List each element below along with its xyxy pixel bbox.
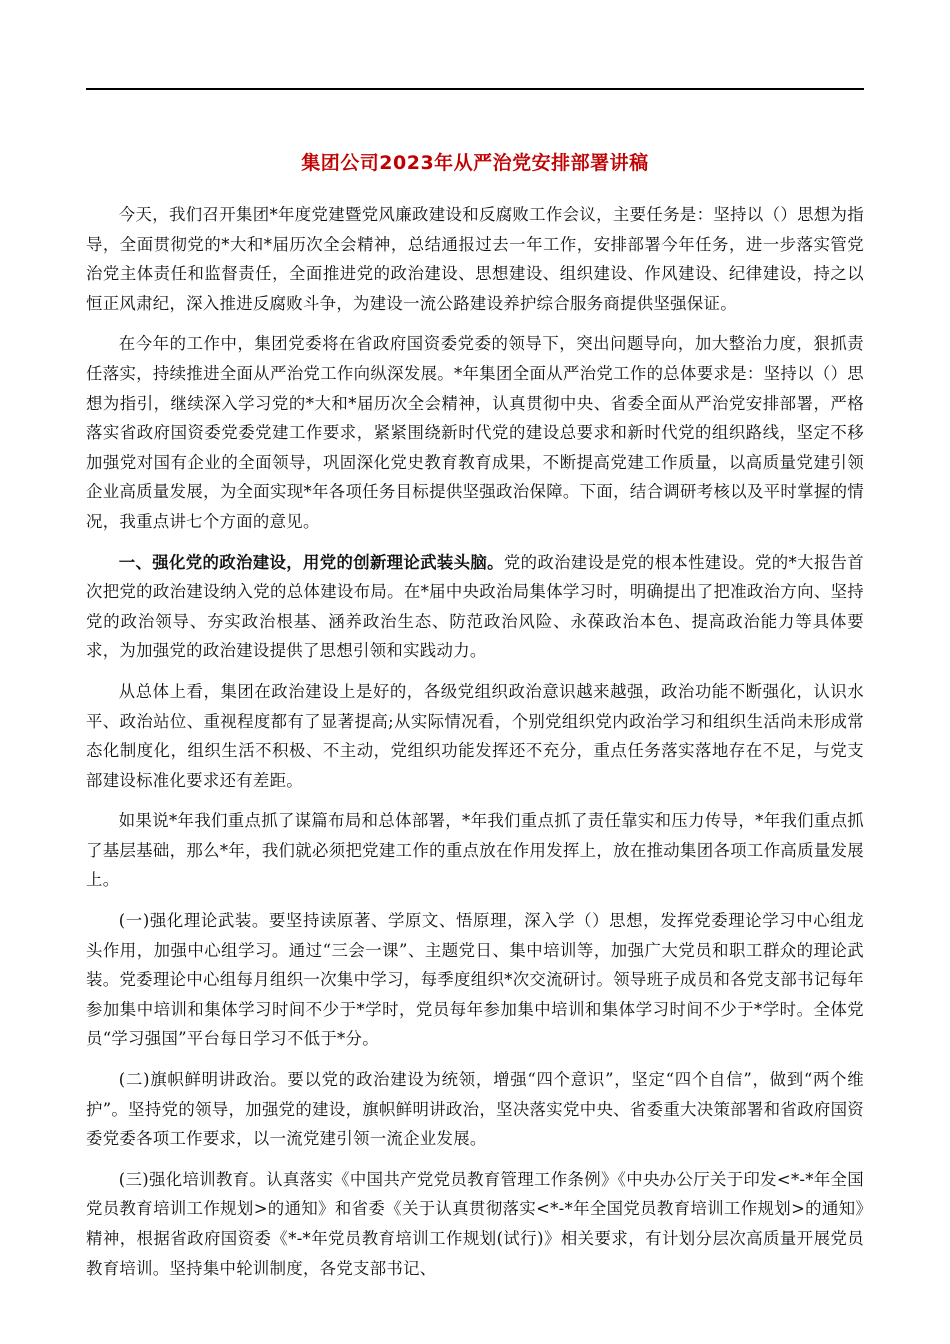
paragraph-8: [86, 1165, 864, 1283]
paragraph-6: [86, 906, 864, 1054]
document-title: 集团公司2023年从严治党安排部署讲稿: [301, 152, 649, 174]
paragraph-3: [86, 548, 864, 666]
paragraph-2: [86, 329, 864, 536]
paragraph-text: (二)旗帜鲜明讲政治。要以党的政治建设为统领，增强“四个意识”，坚定“四个自信”，做到“两个维护”。坚持党的领导，加强党的建设，旗帜鲜明讲政治，坚决落实党中央、省委重大决策部署和省政府国资委党委各项工作要求，以一流党建引领一流企业发展。: [86, 1070, 864, 1149]
paragraph-text: 如果说*年我们重点抓了谋篇布局和总体部署，*年我们重点抓了责任靠实和压力传导，*年我们重点抓了基层基础，那么*年，我们就必须把党建工作的重点放在作用发挥上，放在推动集团各项工作高质量发展上。: [86, 811, 864, 890]
header-rule: [86, 88, 864, 90]
paragraph-text: 在今年的工作中，集团党委将在省政府国资委党委的领导下，突出问题导向，加大整治力度，狠抓责任落实，持续推进全面从严治党工作向纵深发展。*年集团全面从严治党工作的总体要求是：坚持以（）思想为指引，继续深入学习党的*大和*届历次全会精神，认真贯彻中央、省委全面从严治党安排部署，严格落实省政府国资委党委党建工作要求，紧紧围绕新时代党的建设总要求和新时代党的组织路线，坚定不移加强党对国有企业的全面领导，巩固深化党史教育教育成果，不断提高党建工作质量，以高质量党建引领企业高质量发展，为全面实现*年各项任务目标提供坚强政治保障。下面，结合调研考核以及平时掌握的情况，我重点讲七个方面的意见。: [86, 334, 864, 531]
paragraph-text: (三)强化培训教育。认真落实《中国共产党党员教育管理工作条例》《中央办公厅关于印发<*-*年全国党员教育培训工作规划>的通知》和省委《关于认真贯彻落实<*-*年全国党员教育培训工作规划>的通知》精神，根据省政府国资委《*-*年党员教育培训工作规划(试行)》相关要求，有计划分层次高质量开展党员教育培训。坚持集中轮训制度，各党支部书记、: [86, 1169, 864, 1278]
paragraph-5: [86, 806, 864, 895]
paragraph-text: (一)强化理论武装。要坚持读原著、学原文、悟原理，深入学（）思想，发挥党委理论学习中心组龙头作用，加强中心组学习。通过“三会一课”、主题党日、集中培训等，加强广大党员和职工群众的理论武装。党委理论中心组每月组织一次集中学习，每季度组织*次交流研讨。领导班子成员和各党支部书记每年参加集中培训和集体学习时间不少于*学时，党员每年参加集中培训和集体学习时间不少于*学时。全体党员“学习强国”平台每日学习不低于*分。: [86, 911, 864, 1049]
paragraph-7: [86, 1065, 864, 1154]
paragraph-text: 从总体上看，集团在政治建设上是好的，各级党组织政治意识越来越强，政治功能不断强化，认识水平、政治站位、重视程度都有了显著提高;从实际情况看，个别党组织党内政治学习和组织生活尚未形成常态化制度化，组织生活不积极、不主动，党组织功能发挥还不充分，重点任务落实落地存在不足，与党支部建设标准化要求还有差距。: [86, 681, 864, 790]
section-heading: 一、强化党的政治建设，用党的创新理论武装头脑。: [118, 552, 504, 572]
paragraph-text: 今天，我们召开集团*年度党建暨党风廉政建设和反腐败工作会议，主要任务是：坚持以（）思想为指导，全面贯彻党的*大和*届历次全会精神，总结通报过去一年工作，安排部署今年任务，进一步落实管党治党主体责任和监督责任，全面推进党的政治建设、思想建设、组织建设、作风建设、纪律建设，持之以恒正风肃纪，深入推进反腐败斗争，为建设一流公路建设养护综合服务商提供坚强保证。: [86, 205, 864, 313]
paragraph-4: [86, 677, 864, 795]
document-body: [86, 200, 864, 1294]
paragraph-1: [86, 200, 864, 318]
paragraph-text: 党的政治建设是党的根本性建设。党的*大报告首次把党的政治建设纳入党的总体建设布局。在*届中央政治局集体学习时，明确提出了把准政治方向、坚持党的政治领导、夯实政治根基、涵养政治生态、防范政治风险、永葆政治本色、提高政治能力等具体要求，为加强党的政治建设提供了思想引领和实践动力。: [86, 552, 864, 661]
